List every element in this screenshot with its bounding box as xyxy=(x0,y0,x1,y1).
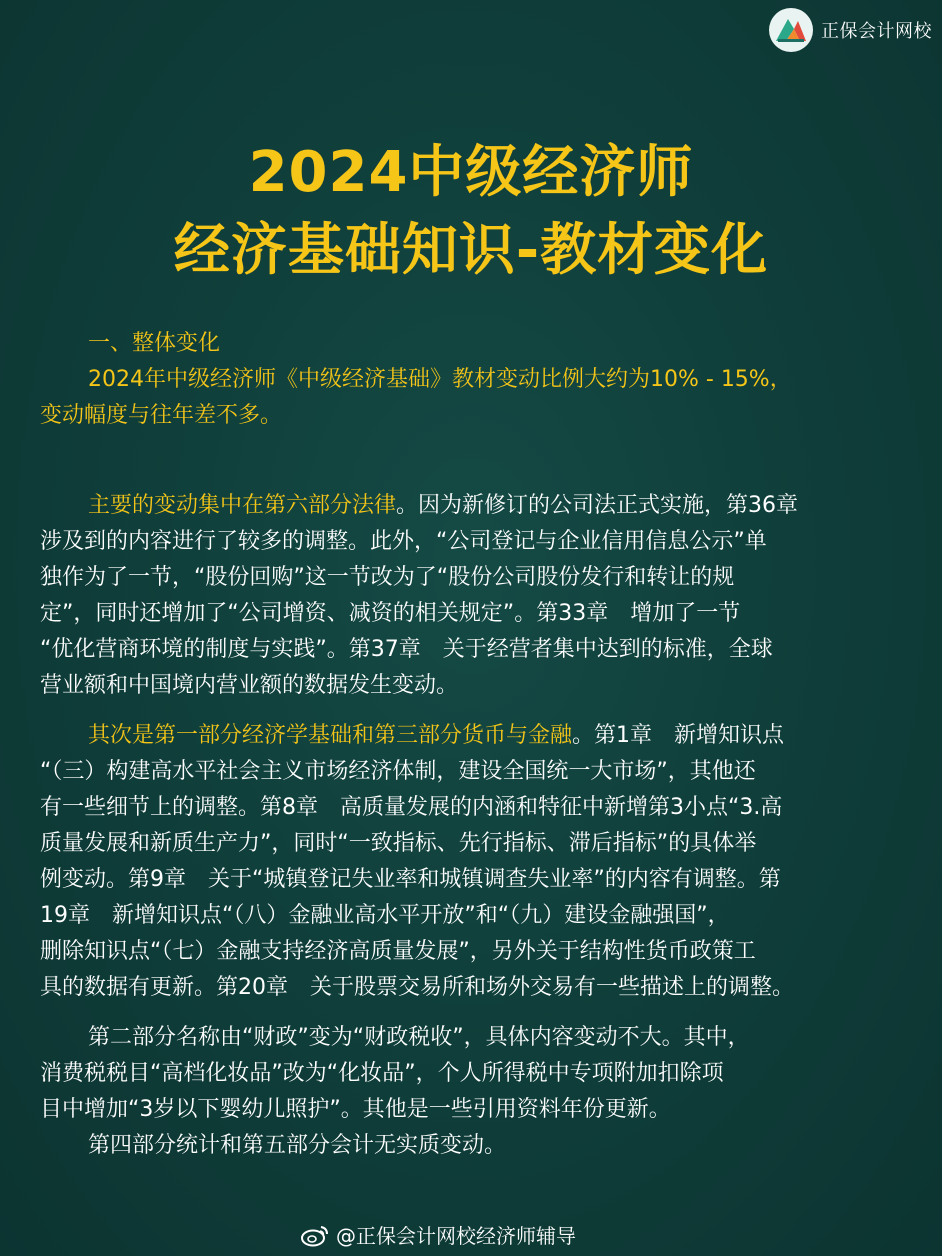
paragraph-line: 目中增加“3岁以下婴幼儿照护”。其他是一些引用资料年份更新。 xyxy=(40,1097,671,1122)
page-title-line1: 2024中级经济师 xyxy=(248,140,694,205)
highlight-lead: 其次是第一部分经济学基础和第三部分货币与金融 xyxy=(88,723,573,748)
paragraph-text: 。第1章 新增知识点 xyxy=(572,723,785,748)
paragraph-line: 具的数据有更新。第20章 关于股票交易所和场外交易有一些描述上的调整。 xyxy=(40,975,794,1000)
paragraph-line: 第二部分名称由“财政”变为“财政税收”，具体内容变动不大。其中， xyxy=(88,1025,750,1050)
paragraph-line: 定”，同时还增加了“公司增资、减资的相关规定”。第33章 增加了一节 xyxy=(40,601,741,626)
paragraph-line: 有一些细节上的调整。第8章 高质量发展的内涵和特征中新增第3小点“3.高 xyxy=(40,795,783,820)
paragraph-line: 例变动。第9章 关于“城镇登记失业率和城镇调查失业率”的内容有调整。第 xyxy=(40,867,781,892)
highlight-lead: 主要的变动集中在第六部分法律 xyxy=(88,493,397,518)
paragraph-line: 2024年中级经济师《中级经济基础》教材变动比例大约为10% - 15%， xyxy=(88,367,792,392)
paragraph-line: 涉及到的内容进行了较多的调整。此外，“公司登记与企业信用信息公示”单 xyxy=(40,529,767,554)
watermark xyxy=(300,1220,576,1249)
paragraph-line xyxy=(40,488,900,524)
paragraph-line: “（三）构建高水平社会主义市场经济体制，建设全国统一大市场”，其他还 xyxy=(40,759,756,784)
paragraph-line: “优化营商环境的制度与实践”。第37章 关于经营者集中达到的标准，全球 xyxy=(40,637,773,662)
paragraph-line: 删除知识点“（七）金融支持经济高质量发展”，另外关于结构性货币政策工 xyxy=(40,939,756,964)
paragraph-line: 第四部分统计和第五部分会计无实质变动。 xyxy=(88,1133,507,1158)
paragraph-text: 。因为新修订的公司法正式实施，第36章 xyxy=(396,493,799,518)
paragraph-line: 变动幅度与往年差不多。 xyxy=(40,403,283,428)
article-body xyxy=(40,326,900,1164)
watermark-text: @正保会计网校经济师辅导 xyxy=(336,1224,576,1248)
paragraph-line: 消费税税目“高档化妆品”改为“化妆品”，个人所得税中专项附加扣除项 xyxy=(40,1061,724,1086)
section-heading: 一、整体变化 xyxy=(88,331,221,356)
page-title-line2: 经济基础知识-教材变化 xyxy=(173,218,769,283)
paragraph-line: 质量发展和新质生产力”，同时“一致指标、先行指标、滞后指标”的具体举 xyxy=(40,831,757,856)
paragraph-line: 独作为了一节，“股份回购”这一节改为了“股份公司股份发行和转让的规 xyxy=(40,565,735,590)
paragraph-line xyxy=(40,718,900,754)
brand-logo xyxy=(769,8,932,52)
brand-name: 正保会计网校 xyxy=(821,21,932,42)
paragraph-line: 19章 新增知识点“（八）金融业高水平开放”和“（九）建设金融强国”， xyxy=(40,903,730,928)
paragraph-line: 营业额和中国境内营业额的数据发生变动。 xyxy=(40,673,459,698)
zhengbao-logo-icon xyxy=(769,8,813,52)
weibo-icon xyxy=(300,1223,330,1247)
